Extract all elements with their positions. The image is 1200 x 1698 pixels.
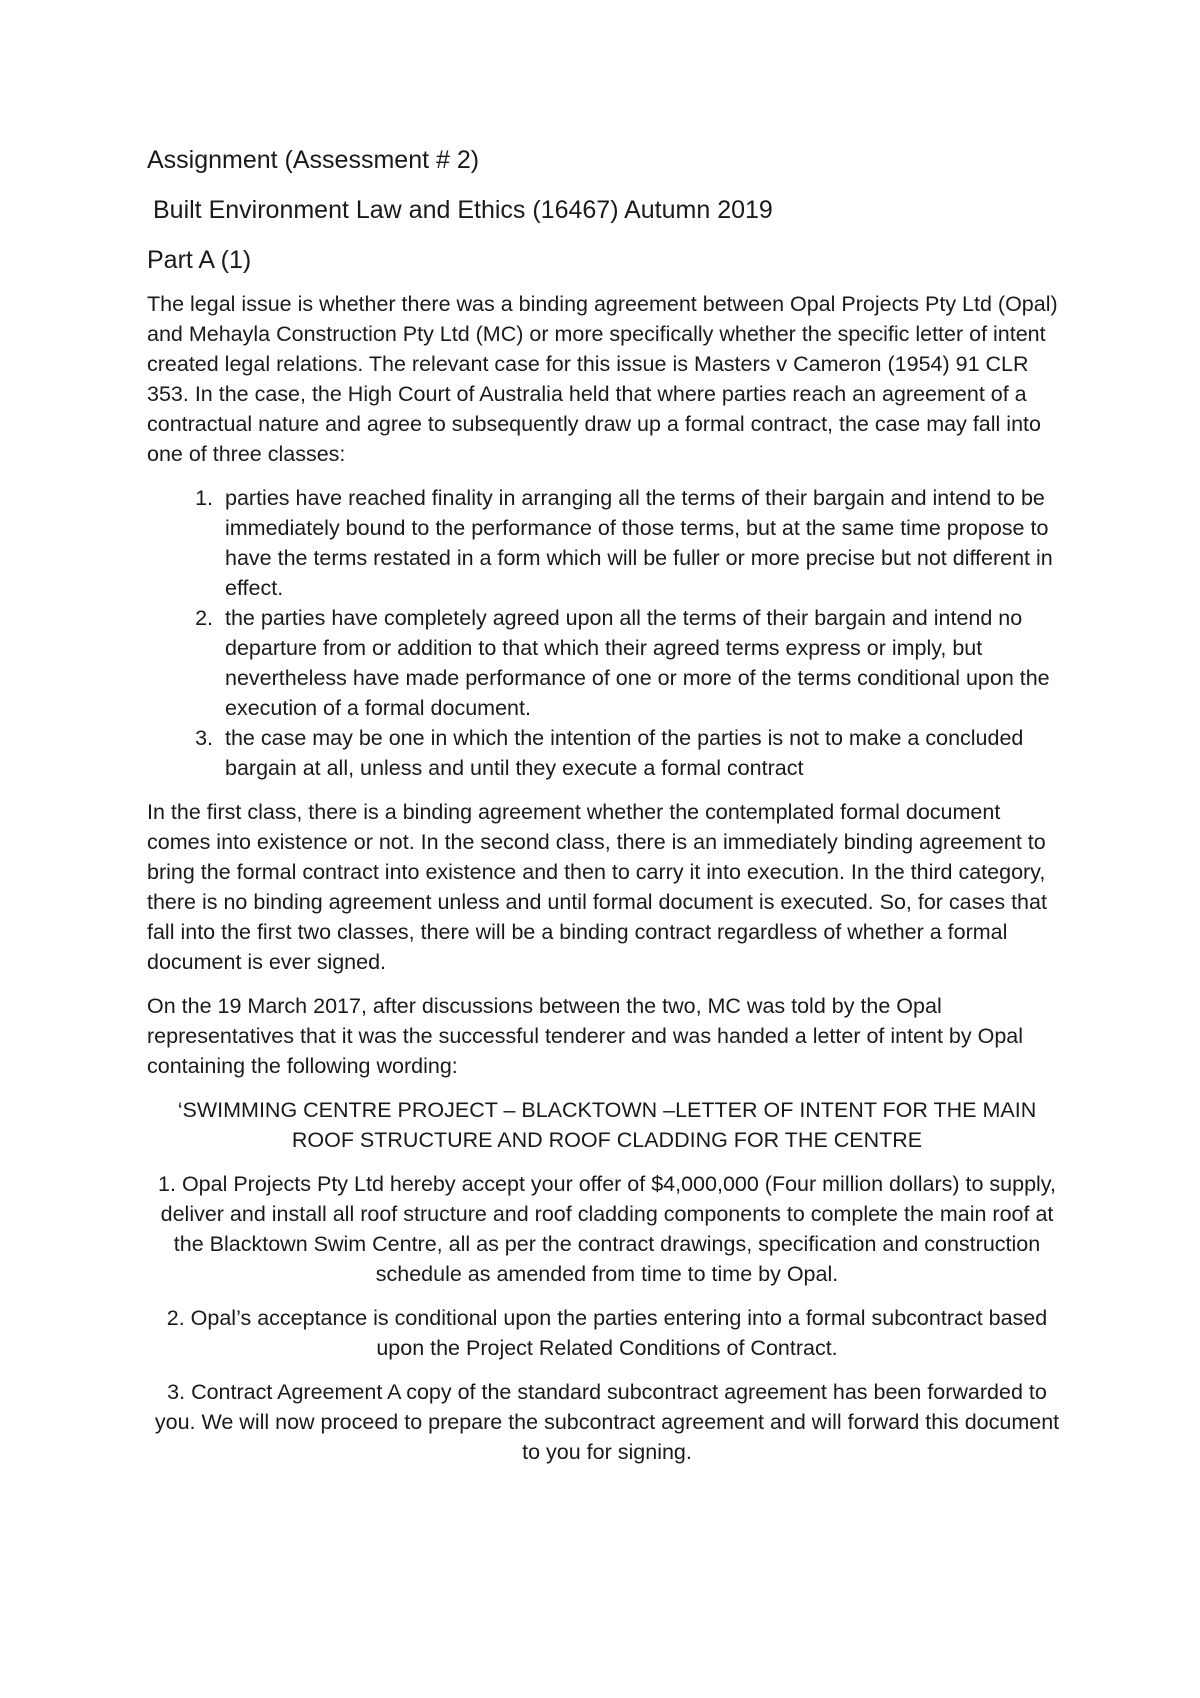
document-page [147,145,1067,1481]
letter-item: 2. Opal’s acceptance is conditional upon the parties entering into a formal subcontract based upon the Project Related Conditions of Contract. [166,1306,1048,1360]
letter-item: 1. Opal Projects Pty Ltd hereby accept your offer of $4,000,000 (Four million dollars) to supply, deliver and install all roof structure and roof cladding components to complete the main roof at the Blacktown Swim Centre, all as per the contract drawings, specification and construction schedule as amended from time to time by Opal. [158,1172,1056,1286]
intro-paragraph: The legal issue is whether there was a binding agreement between Opal Projects Pty Ltd (Opal) and Mehayla Construction Pty Ltd (MC) or more specifically whether the specific letter of intent created legal relations. The relevant case for this issue is Masters v Cameron (1954) 91 CLR 353. In the case, the High Court of Australia held that where parties reach an agreement of a contractual nature and agree to subsequently draw up a formal contract, the case may fall into one of three classes: [147,292,1058,466]
list-item: 1. parties have reached finality in arranging all the terms of their bargain and intend to be immediately bound to the performance of those terms, but at the same time propose to have the terms restated in a form which will be fuller or more precise but not different in effect. [219,483,1067,603]
facts-paragraph: On the 19 March 2017, after discussions between the two, MC was told by the Opal representatives that it was the successful tenderer and was handed a letter of intent by Opal containing the following wording: [147,994,1024,1078]
list-item: 3. the case may be one in which the intention of the parties is not to make a concluded bargain at all, unless and until they execute a formal contract [219,723,1067,783]
letter-heading: ‘SWIMMING CENTRE PROJECT – BLACKTOWN –LETTER OF INTENT FOR THE MAIN ROOF STRUCTURE AND ROOF CLADDING FOR THE CENTRE [177,1098,1037,1152]
section-heading: Part A (1) [147,246,252,274]
document-subtitle: Built Environment Law and Ethics (16467) Autumn 2019 [153,196,773,224]
document-title: Assignment (Assessment # 2) [147,146,480,174]
classes-list [147,483,1067,783]
list-item: 2. the parties have completely agreed upon all the terms of their bargain and intend no departure from or addition to that which their agreed terms express or imply, but nevertheless have made performance of one or more of the terms conditional upon the execution of a formal document. [219,603,1067,723]
classes-paragraph: In the first class, there is a binding agreement whether the contemplated formal document comes into existence or not. In the second class, there is an immediately binding agreement to bring the formal contract into existence and then to carry it into execution. In the third category, there is no binding agreement unless and until formal document is executed. So, for cases that fall into the first two classes, there will be a binding contract regardless of whether a formal document is ever signed. [147,800,1047,974]
letter-item: 3. Contract Agreement A copy of the standard subcontract agreement has been forwarded to you. We will now proceed to prepare the subcontract agreement and will forward this document to you for signing. [154,1380,1060,1464]
